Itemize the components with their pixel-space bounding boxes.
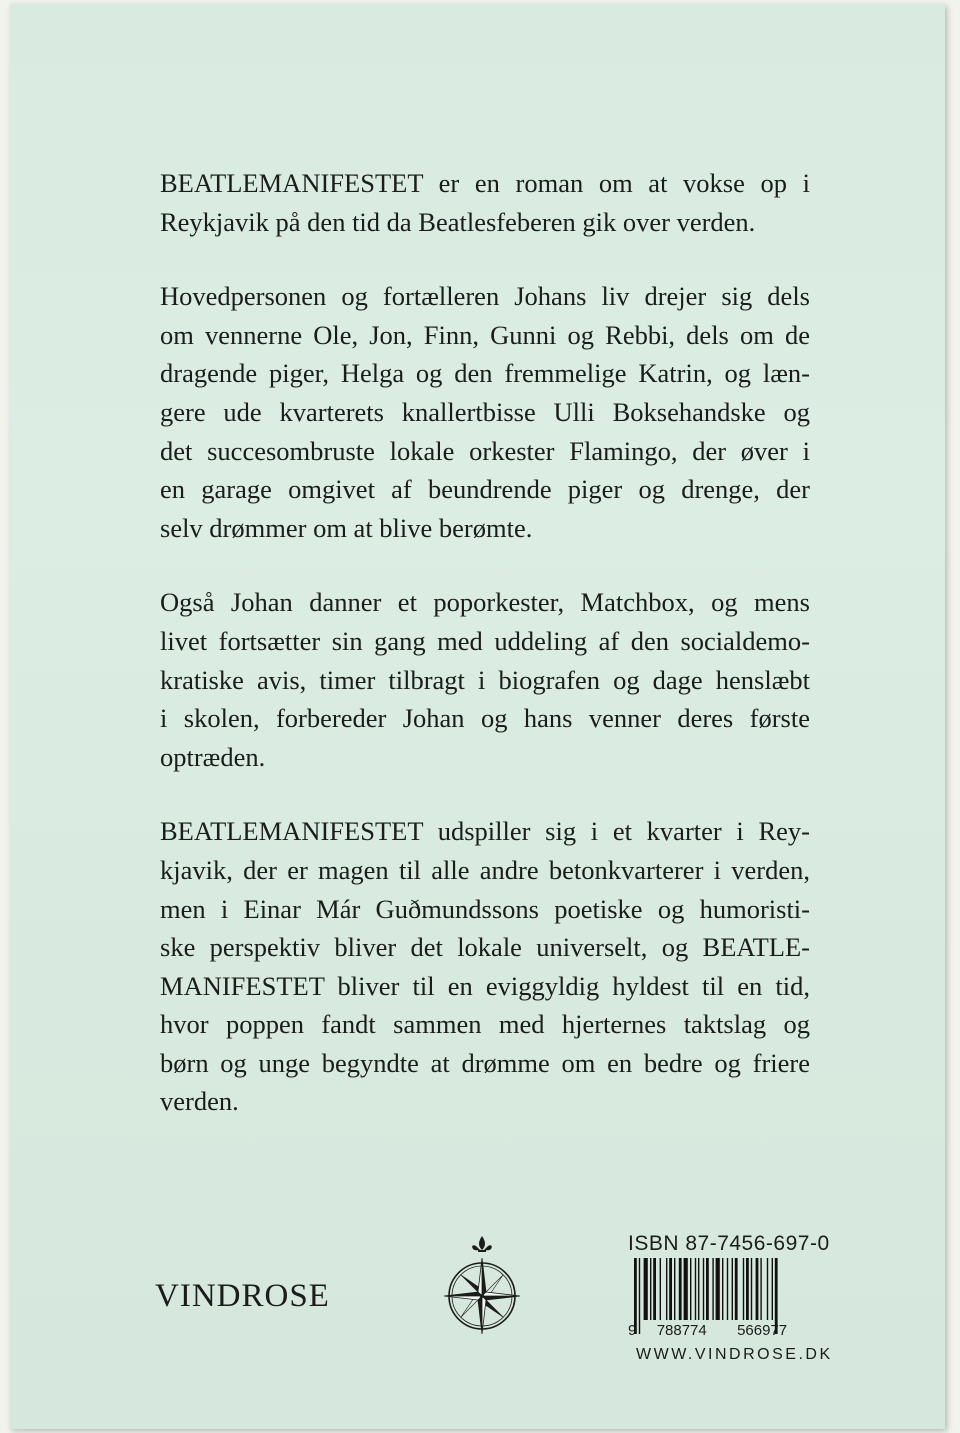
blurb-line: selv drømmer om at blive berømte.: [160, 512, 533, 543]
blurb-line: Også Johan danner et poporkester, Matchbox, og mens: [160, 587, 810, 618]
blurb-line: verden.: [160, 1086, 239, 1117]
blurb-paragraph-2: [160, 277, 810, 547]
blurb-line: gere ude kvarterets knallertbisse Ulli Boksehandske og: [160, 396, 810, 427]
barcode-lead-digit: 9: [628, 1322, 637, 1339]
blurb-line: en garage omgivet af beundrende piger og drenge, der: [160, 474, 810, 505]
blurb-line: Reykjavik på den tid da Beatlesfeberen gik over verden.: [160, 206, 756, 237]
blurb-paragraph-3: [160, 583, 810, 776]
publisher-website: WWW.VINDROSE.DK: [636, 1346, 833, 1363]
blurb-line: livet fortsætter sin gang med uddeling af den socialdemo-: [160, 625, 810, 656]
blurb-line: dragende piger, Helga og den fremmelige Katrin, og læn-: [160, 358, 810, 389]
blurb-line: om vennerne Ole, Jon, Finn, Gunni og Rebbi, dels om de: [160, 319, 810, 350]
barcode-left-group: 788774: [656, 1322, 707, 1339]
publisher-name: VINDROSE: [155, 1278, 330, 1314]
blurb-line: BEATLEMANIFESTET er en roman om at vokse op i: [160, 168, 810, 198]
blurb-line: kratiske avis, timer tilbragt i biografen og dage henslæbt: [160, 664, 810, 695]
blurb-line: kjavik, der er magen til alle andre betonkvarterer i verden,: [160, 854, 810, 885]
blurb-line: optræden.: [160, 741, 266, 772]
blurb-paragraph-4: [160, 812, 810, 1121]
blurb-line: i skolen, forbereder Johan og hans venner deres første: [160, 703, 810, 734]
blurb-line: ske perspektiv bliver det lokale universelt, og BEATLE-: [160, 932, 810, 963]
barcode-right-group: 566977: [737, 1322, 788, 1339]
isbn-number: ISBN 87-7456-697-0: [628, 1232, 830, 1255]
blurb-line: børn og unge begyndte at drømme om en bedre og friere: [160, 1047, 810, 1078]
blurb-text: [160, 164, 810, 1121]
blurb-paragraph-1: [160, 164, 810, 241]
blurb-line: men i Einar Már Guðmundssons poetiske og humoristi-: [160, 893, 810, 924]
blurb-line: BEATLEMANIFESTET udspiller sig i et kvarter i Rey-: [160, 816, 810, 847]
barcode-digits: [628, 1322, 787, 1339]
compass-rose-icon: [440, 1232, 524, 1338]
blurb-line: hvor poppen fandt sammen med hjerternes taktslag og: [160, 1009, 810, 1040]
blurb-line: MANIFESTET bliver til en eviggyldig hyldest til en tid,: [160, 970, 810, 1001]
blurb-line: det succesombruste lokale orkester Flamingo, der øver i: [160, 435, 810, 466]
blurb-line: Hovedpersonen og fortælleren Johans liv drejer sig dels: [160, 281, 810, 312]
back-cover: [10, 4, 945, 1429]
